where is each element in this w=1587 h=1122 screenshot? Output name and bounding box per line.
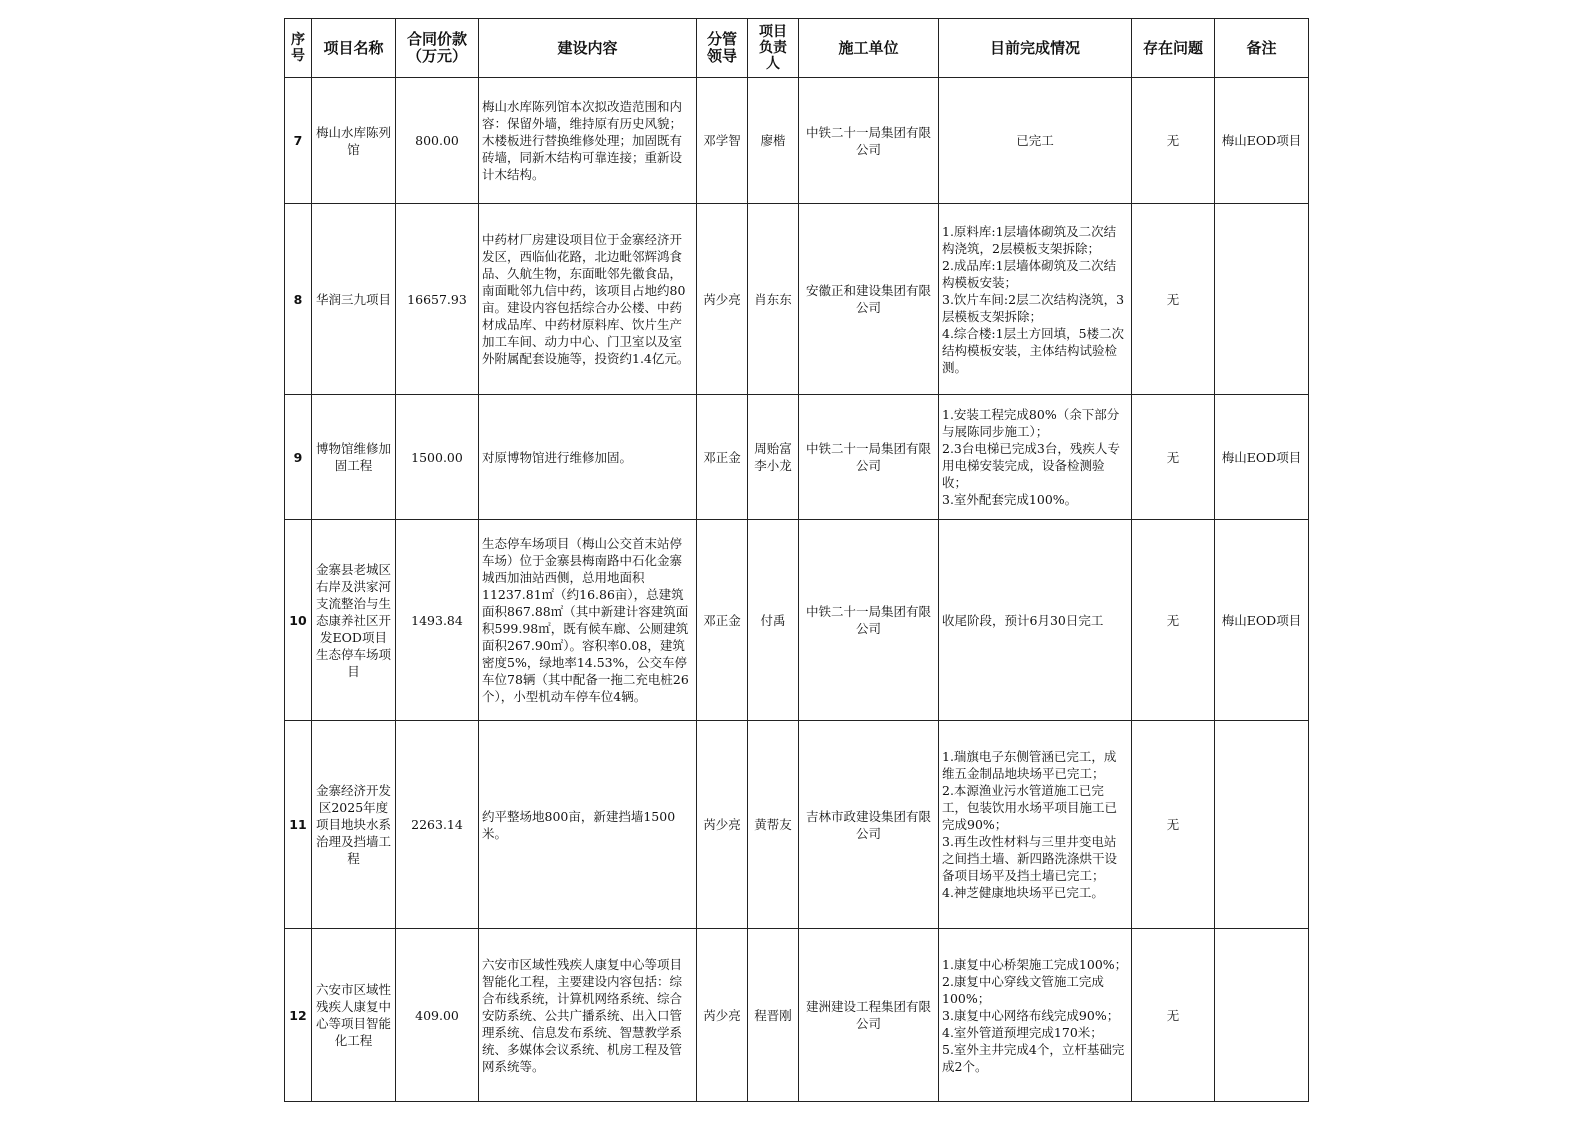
project-table: [284, 18, 1309, 1102]
row-issues: 无: [1132, 78, 1215, 204]
row-manager: 付禹: [748, 520, 799, 721]
row-issues: 无: [1132, 520, 1215, 721]
row-contractor: 吉林市政建设集团有限公司: [799, 721, 939, 929]
row-leader: 芮少亮: [697, 721, 748, 929]
table-row: [285, 520, 1309, 721]
row-price: 1493.84: [396, 520, 479, 721]
header-name: 项目名称: [312, 19, 396, 78]
row-issues: 无: [1132, 395, 1215, 520]
row-seq: 8: [285, 204, 312, 395]
row-manager: 廖楷: [748, 78, 799, 204]
row-contractor: 中铁二十一局集团有限公司: [799, 395, 939, 520]
row-content: 六安市区域性残疾人康复中心等项目智能化工程，主要建设内容包括：综合布线系统，计算机网络系统、综合安防系统、公共广播系统、出入口管理系统、信息发布系统、智慧教学系统、多媒体会议系统、机房工程及管网系统等。: [479, 929, 697, 1102]
row-name: 金寨县老城区右岸及洪家河支流整治与生态康养社区开发EOD项目生态停车场项目: [312, 520, 396, 721]
row-progress: 1.康复中心桥架施工完成100%； 2.康复中心穿线文管施工完成100%； 3.康复中心网络布线完成90%； 4.室外管道预埋完成170米； 5.室外主井完成4个，立杆基础完成2个。: [939, 929, 1132, 1102]
header-leader: 分管 领导: [697, 19, 748, 78]
row-leader: 邓学智: [697, 78, 748, 204]
row-contractor: 中铁二十一局集团有限公司: [799, 520, 939, 721]
table-row: [285, 78, 1309, 204]
row-price: 2263.14: [396, 721, 479, 929]
row-leader: 芮少亮: [697, 204, 748, 395]
header-price: 合同价款 （万元）: [396, 19, 479, 78]
header-issues: 存在问题: [1132, 19, 1215, 78]
row-name: 博物馆维修加固工程: [312, 395, 396, 520]
row-content: 梅山水库陈列馆本次拟改造范围和内容：保留外墙，维持原有历史风貌；木楼板进行替换维修处理；加固既有砖墙，同新木结构可靠连接；重新设计木结构。: [479, 78, 697, 204]
table-row: [285, 929, 1309, 1102]
row-seq: 9: [285, 395, 312, 520]
row-content: 约平整场地800亩，新建挡墙1500米。: [479, 721, 697, 929]
row-content: 中药材厂房建设项目位于金寨经济开发区，西临仙花路，北边毗邻辉鸿食品、久航生物，东面毗邻先徽食品，南面毗邻九信中药，该项目占地约80亩。建设内容包括综合办公楼、中药材成品库、中药材原料库、饮片生产加工车间、动力中心、门卫室以及室外附属配套设施等，投资约1.4亿元。: [479, 204, 697, 395]
row-manager: 肖东东: [748, 204, 799, 395]
row-manager: 周贻富 李小龙: [748, 395, 799, 520]
row-name: 六安市区域性残疾人康复中心等项目智能化工程: [312, 929, 396, 1102]
row-leader: 芮少亮: [697, 929, 748, 1102]
row-manager: 黄帮友: [748, 721, 799, 929]
header-remarks: 备注: [1215, 19, 1309, 78]
row-contractor: 安徽正和建设集团有限公司: [799, 204, 939, 395]
row-remarks: 梅山EOD项目: [1215, 520, 1309, 721]
row-contractor: 中铁二十一局集团有限公司: [799, 78, 939, 204]
row-progress: 已完工: [939, 78, 1132, 204]
row-name: 华润三九项目: [312, 204, 396, 395]
row-seq: 7: [285, 78, 312, 204]
row-price: 800.00: [396, 78, 479, 204]
row-issues: 无: [1132, 204, 1215, 395]
row-progress: 1.原料库:1层墙体砌筑及二次结构浇筑，2层模板支架拆除； 2.成品库:1层墙体砌筑及二次结构模板安装； 3.饮片车间:2层二次结构浇筑，3层模板支架拆除； 4.综合楼:1层土方回填，5楼二次结构模板安装，主体结构试验检测。: [939, 204, 1132, 395]
row-name: 金寨经济开发区2025年度项目地块水系治理及挡墙工程: [312, 721, 396, 929]
header-content: 建设内容: [479, 19, 697, 78]
row-remarks: 梅山EOD项目: [1215, 395, 1309, 520]
header-contractor: 施工单位: [799, 19, 939, 78]
row-remarks: [1215, 721, 1309, 929]
row-progress: 1.瑞旗电子东侧管涵已完工，成维五金制品地块场平已完工； 2.本源渔业污水管道施工已完工，包装饮用水场平项目施工已完成90%； 3.再生改性材料与三里井变电站之间挡土墙、新四路洗涤烘干设备项目场平及挡土墙已完工； 4.神芝健康地块场平已完工。: [939, 721, 1132, 929]
header-progress: 目前完成情况: [939, 19, 1132, 78]
row-issues: 无: [1132, 929, 1215, 1102]
row-seq: 11: [285, 721, 312, 929]
row-price: 409.00: [396, 929, 479, 1102]
row-content: 对原博物馆进行维修加固。: [479, 395, 697, 520]
table-row: [285, 395, 1309, 520]
row-leader: 邓正金: [697, 395, 748, 520]
row-price: 16657.93: [396, 204, 479, 395]
row-price: 1500.00: [396, 395, 479, 520]
row-manager: 程晋刚: [748, 929, 799, 1102]
row-remarks: [1215, 929, 1309, 1102]
table-row: [285, 204, 1309, 395]
header-seq: 序号: [285, 19, 312, 78]
row-progress: 1.安装工程完成80%（余下部分与展陈同步施工）； 2.3台电梯已完成3台，残疾人专用电梯安装完成，设备检测验收； 3.室外配套完成100%。: [939, 395, 1132, 520]
table-row: [285, 721, 1309, 929]
row-seq: 12: [285, 929, 312, 1102]
row-contractor: 建洲建设工程集团有限公司: [799, 929, 939, 1102]
row-remarks: [1215, 204, 1309, 395]
row-leader: 邓正金: [697, 520, 748, 721]
row-name: 梅山水库陈列馆: [312, 78, 396, 204]
row-progress: 收尾阶段，预计6月30日完工: [939, 520, 1132, 721]
row-issues: 无: [1132, 721, 1215, 929]
row-remarks: 梅山EOD项目: [1215, 78, 1309, 204]
header-row: [285, 19, 1309, 78]
header-manager: 项目 负责 人: [748, 19, 799, 78]
row-seq: 10: [285, 520, 312, 721]
row-content: 生态停车场项目（梅山公交首末站停车场）位于金寨县梅南路中石化金寨城西加油站西侧，总用地面积11237.81㎡（约16.86亩），总建筑面积867.88㎡（其中新建计容建筑面积599.98㎡，既有候车廊、公厕建筑面积267.90㎡）。容积率0.08，建筑密度5%，绿地率14.53%，公交车停车位78辆（其中配备一拖二充电桩26个），小型机动车停车位4辆。: [479, 520, 697, 721]
